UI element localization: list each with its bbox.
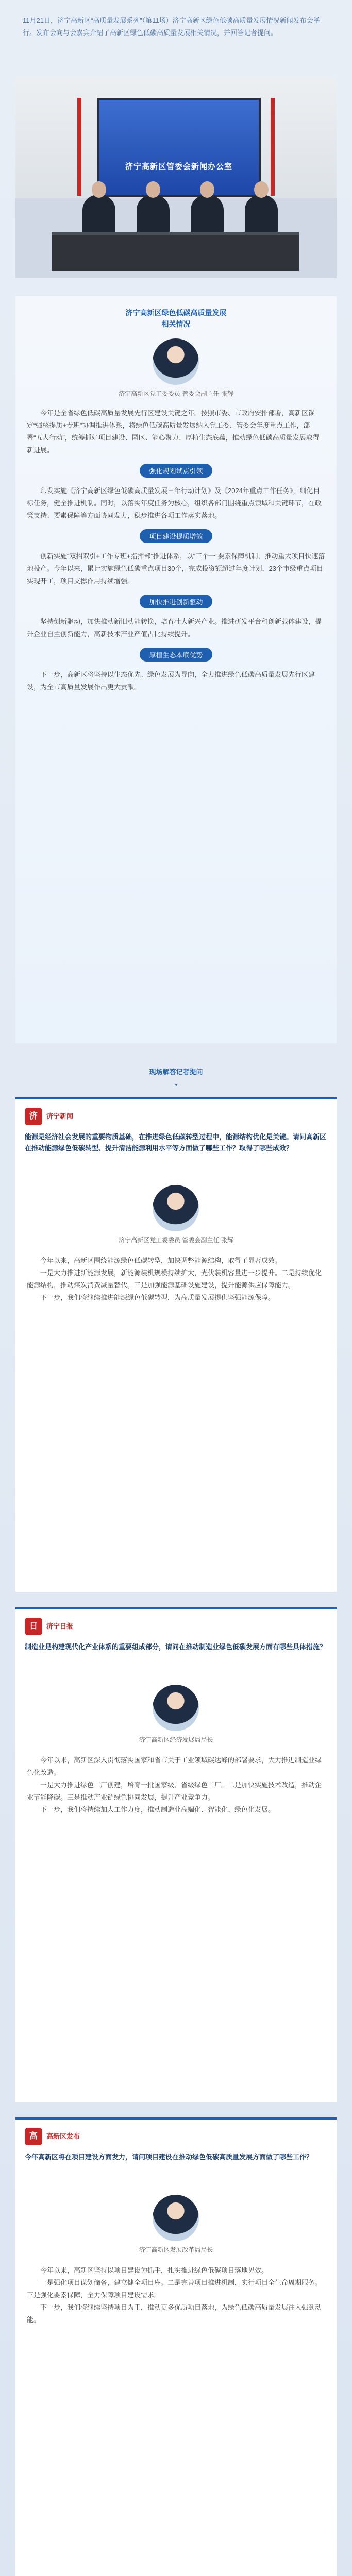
speaker-caption: 济宁高新区党工委委员 管委会副主任 张辉 [119,1236,233,1244]
person-2 [137,195,170,236]
card-top-bar [15,1097,337,1099]
subhead-wrap [27,464,325,478]
intro-text: 11月21日，济宁高新区“高质量发展系列”（第11场）济宁高新区绿色低碳高质量发展情况新闻发布会举行。发布会向与会嘉宾介绍了高新区绿色低碳高质量发展相关情况，并回答记者提问。 [23,16,320,37]
paragraph: 下一步，高新区将坚持以生态优先、绿色发展为导向，全力推进绿色低碳高质量发展先行区建设，为全市高质量发展作出更大贡献。 [27,671,315,691]
speaker-avatar [153,338,199,385]
paragraph: 下一步，我们将继续坚持项目为王，推动更多优质项目落地，为绿色低碳高质量发展注入强劲动能。 [27,2303,322,2324]
flag-right [271,98,275,196]
answer-body [27,2264,325,2326]
section-title-line1: 济宁高新区绿色低碳高质量发展 [125,309,227,317]
conference-table [52,232,299,271]
subhead-wrap [27,648,325,662]
speaker-caption: 济宁高新区经济发展局局长 [139,1736,213,1743]
card-top-bar [15,1607,337,1609]
answer-body [27,1255,325,1304]
paragraph: 下一步，我们将持续加大工作力度，推动制造业高端化、智能化、绿色化发展。 [40,1806,275,1814]
paragraph: 今年以来，高新区深入贯彻落实国家和省市关于工业领域碳达峰的部署要求，大力推进制造业绿色化改造。 [27,1756,322,1776]
subhead-wrap [27,595,325,608]
qa-card-1 [15,1097,337,1592]
photo-screen [97,98,261,197]
answer-body [27,1754,325,1816]
question-text: 今年高新区将在项目建设方面发力，请问项目建设在推动绿色低碳高质量发展方面做了哪些工作？ [25,2153,313,2161]
card-top-bar [15,2117,337,2120]
subhead: 加快推进创新驱动 [140,595,212,608]
press-conference-photo [15,77,337,278]
subhead-wrap [27,529,325,543]
chevron-down-icon: ⌄ [173,1079,179,1087]
subhead: 厚植生态本底优势 [140,648,212,662]
speaker-caption: 济宁高新区党工委委员 管委会副主任 张辉 [119,390,233,397]
subhead: 强化规划试点引领 [140,464,212,478]
speaker-avatar [153,1185,199,1231]
paragraph: 今年是全省绿色低碳高质量发展先行区建设关键之年。按照市委、市政府安排部署，高新区锚定“强核提质+专班”协调推进体系，将绿色低碳高质量发展纳入党工委、管委会年度重点工作，部署“五大行动”，统筹抓好项目建设、园区、能心聚力、厚植生态底蕴，推动绿色低碳高质量发展取得新进展。 [27,409,320,454]
outlet-logo-icon: 济 [25,1108,42,1125]
speaker-avatar [153,2195,199,2241]
section-title-line2: 相关情况 [161,320,191,328]
paragraph: 创新实施“双招双引+工作专班+指挥部”推进体系，以“三个一”要素保障机制，推动重大项目快速落地投产。今年以来，累计实施绿色低碳重点项目30个，完成投资额超过年度计划，23个市级重点项目实现开工，项目支撑作用持续增强。 [27,552,325,585]
paragraph: 一是强化项目谋划储备，建立健全项目库。二是完善项目推进机制，实行项目全生命周期服务。三是强化要素保障，全力保障项目建设需求。 [27,2279,322,2299]
qa-card-2 [15,1607,337,2102]
outlet-name: 济宁新闻 [46,1112,74,1120]
paragraph: 印发实施《济宁高新区绿色低碳高质量发展三年行动计划》及《2024年重点工作任务》，细化目标任务，健全推进机制。同时，以落实年度任务为核心，组织各部门围绕重点领域和关键环节，在政策支持、要素保障等方面协同发力，稳步推进各项工作落实落地。 [27,487,322,519]
paragraph: 一是大力推进新能源发展，新能源装机规模持续扩大，光伏装机容量进一步提升。二是持续优化能源结构，推动煤炭消费减量替代。三是加强能源基础设施建设，提升能源供应保障能力。 [27,1269,322,1289]
flag-left [77,98,81,196]
outlet-name: 高新区发布 [46,2132,80,2140]
speaker-avatar [153,1685,199,1731]
section1-body [27,407,325,693]
person-1 [82,195,115,236]
screen-text: 济宁高新区管委会新闻办公室 [125,162,232,171]
person-3 [191,195,224,236]
qa-section-label: 现场解答记者提问 [149,1068,203,1076]
section-overview [15,296,337,1043]
paragraph: 坚持创新驱动，加快推动新旧动能转换，培育壮大新兴产业。推进研发平台和创新载体建设，提升企业自主创新能力，高新技术产业产值占比持续提升。 [27,618,322,638]
paragraph: 今年以来，高新区围绕能源绿色低碳转型，加快调整能源结构，取得了显著成效。 [40,1257,282,1264]
subhead: 项目建设提质增效 [140,529,212,543]
paragraph: 一是大力推进绿色工厂创建，培育一批国家级、省级绿色工厂。二是加快实施技术改造，推动企业节能降碳。三是推动产业链绿色协同发展，提升产业竞争力。 [27,1781,322,1801]
outlet-logo-icon: 日 [25,1618,42,1635]
question-text: 能源是经济社会发展的重要物质基础，在推进绿色低碳转型过程中，能源结构优化是关键。请问高新区在推动能源绿色低碳转型、提升清洁能源利用水平等方面做了哪些工作？取得了哪些成效？ [25,1133,327,1152]
person-4 [245,195,278,236]
question-text: 制造业是构建现代化产业体系的重要组成部分，请问在推动制造业绿色低碳发展方面有哪些具体措施？ [25,1643,327,1651]
outlet-name: 济宁日报 [46,1622,74,1630]
paragraph: 下一步，我们将继续推进能源绿色低碳转型，为高质量发展提供坚强能源保障。 [40,1294,275,1301]
speaker-caption: 济宁高新区发展改革局局长 [139,2246,213,2253]
outlet-logo-icon: 高 [25,2128,42,2145]
qa-card-3 [15,2117,337,2576]
paragraph: 今年以来，高新区坚持以项目建设为抓手，扎实推进绿色低碳项目落地见效。 [40,2266,269,2274]
